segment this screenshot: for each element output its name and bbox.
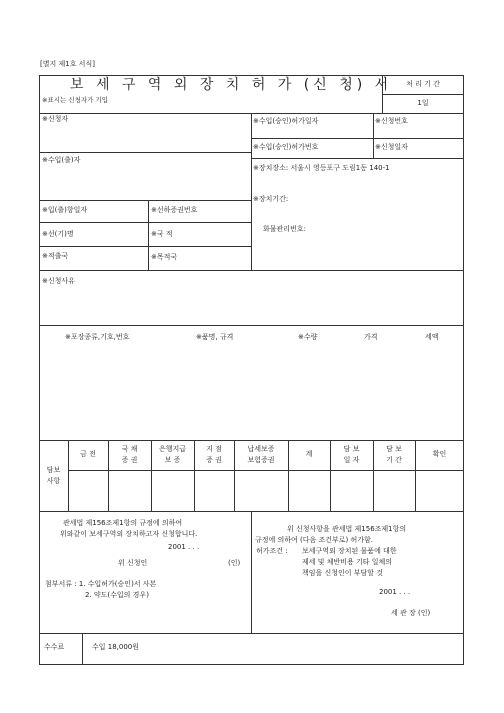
left-decl-seal: (인) bbox=[228, 559, 241, 567]
divider bbox=[39, 440, 464, 441]
divider bbox=[148, 200, 149, 270]
right-decl-cond-label: 허가조건 : bbox=[256, 547, 288, 555]
manifest-no-label: ※선하증권번호 bbox=[151, 206, 198, 214]
goods-item-header: ※품명, 규격 bbox=[196, 333, 234, 341]
right-decl-line2: 규정에 의하여 (다음 조건부로) 허가함. bbox=[255, 536, 374, 544]
collateral-date-1: 담 보 bbox=[343, 445, 360, 453]
collateral-date-2: 일 자 bbox=[343, 456, 360, 464]
divider bbox=[251, 511, 252, 633]
left-decl-date: 2001 . . . bbox=[168, 543, 200, 551]
applicant-label: ※신청자 bbox=[42, 115, 69, 123]
page-title: 보 세 구 역 외 장 치 허 가 (신 청) 서 bbox=[70, 77, 393, 93]
fee-label: 수수료 bbox=[44, 643, 65, 651]
divider bbox=[373, 113, 374, 158]
divider bbox=[39, 200, 251, 201]
collateral-total: 계 bbox=[305, 450, 313, 458]
collateral-bank-1: 은행지급 bbox=[158, 445, 187, 453]
customs-officer: 세 관 장 (인) bbox=[391, 609, 431, 617]
divider bbox=[39, 246, 251, 247]
collateral-period-2: 기 간 bbox=[386, 456, 402, 464]
goods-tax-header: 세액 bbox=[425, 333, 439, 341]
nationality-label: ※국 적 bbox=[151, 230, 173, 238]
divider bbox=[39, 152, 251, 153]
right-decl-cond-2: 제세 및 체반비용 기타 일체의 bbox=[302, 558, 393, 566]
vessel-label: ※선(기)명 bbox=[42, 230, 74, 238]
attachments-item-2: 2. 약도(수입의 경우) bbox=[85, 591, 149, 599]
right-decl-line1: 위 신청사항을 관세법 제156조제1항의 bbox=[287, 525, 407, 533]
divider bbox=[39, 222, 251, 223]
divider bbox=[251, 200, 252, 270]
fee-value: 수입 18,000원 bbox=[92, 643, 140, 651]
divider bbox=[82, 633, 83, 665]
attachments-title: 첨부서류 : 1. 수입허가(승인)서 사본 bbox=[45, 580, 157, 588]
right-decl-date: 2001 . . . bbox=[379, 588, 411, 596]
right-decl-cond-1: 보세구역외 장치된 물품에 대한 bbox=[302, 547, 397, 555]
collateral-gov-bond-2: 증 권 bbox=[121, 456, 138, 464]
collateral-cash: 금 전 bbox=[80, 450, 96, 458]
collateral-bank-2: 보 증 bbox=[164, 456, 181, 464]
divider bbox=[39, 325, 464, 326]
collateral-gov-bond-1: 국 채 bbox=[121, 445, 138, 453]
divider bbox=[382, 94, 464, 95]
approval-no-label: ※수입(승인)허가번호 bbox=[253, 143, 319, 151]
collateral-confirm: 확인 bbox=[432, 450, 447, 458]
collateral-tax-guarantee-1: 납세보증 bbox=[247, 445, 275, 453]
approval-date-label: ※수입(승인)허가일자 bbox=[253, 117, 319, 125]
divider bbox=[251, 158, 464, 159]
destination-label: ※목적국 bbox=[151, 253, 178, 261]
processing-period-label: 처 리 기 간 bbox=[406, 80, 440, 88]
loading-port-label: ※적출국 bbox=[42, 252, 69, 260]
goods-price-header: 가격 bbox=[364, 333, 378, 341]
collateral-local-bond-2: 증 권 bbox=[206, 456, 222, 464]
importer-label: ※수입(출)자 bbox=[42, 156, 81, 164]
application-date-label: ※신청일자 bbox=[375, 143, 408, 151]
cargo-no-label: 화물관리번호: bbox=[263, 225, 306, 233]
collateral-label-2: 사항 bbox=[46, 477, 61, 485]
divider bbox=[39, 633, 464, 634]
left-decl-applicant: 위 신청인 bbox=[118, 559, 148, 567]
divider bbox=[251, 138, 464, 139]
note-applicant: ※표시는 신청자가 기입 bbox=[42, 96, 109, 104]
processing-period-value: 1일 bbox=[417, 99, 429, 107]
collateral-label-1: 담보 bbox=[46, 466, 61, 474]
divider bbox=[251, 113, 252, 200]
collateral-tax-guarantee-2: 보험증권 bbox=[247, 456, 275, 464]
entry-date-label: ※입(출)항일자 bbox=[42, 206, 88, 214]
collateral-period-1: 담 보 bbox=[386, 445, 402, 453]
application-no-label: ※신청번호 bbox=[375, 117, 408, 125]
collateral-local-bond-1: 지 점 bbox=[206, 445, 222, 453]
goods-packing-header: ※포장종류,기호,번호 bbox=[65, 333, 130, 341]
left-decl-line1: 관세법 제156조제1항의 규정에 의하여 bbox=[63, 519, 183, 527]
left-decl-line2: 위와같이 보세구역외 장치하고자 신청합니다. bbox=[60, 530, 198, 538]
form-number: [별지 제1호 서식] bbox=[40, 60, 95, 68]
right-decl-cond-3: 책임을 신청인이 부담할 것 bbox=[302, 569, 384, 577]
divider bbox=[39, 270, 464, 271]
goods-quantity-header: ※수량 bbox=[298, 333, 318, 341]
storage-period-label: ※장치기간: bbox=[253, 195, 289, 203]
storage-place-label: ※장치장소: 서울시 영등포구 도림1동 140-1 bbox=[253, 164, 390, 172]
reason-label: ※신청사유 bbox=[42, 277, 75, 285]
divider bbox=[68, 470, 464, 471]
